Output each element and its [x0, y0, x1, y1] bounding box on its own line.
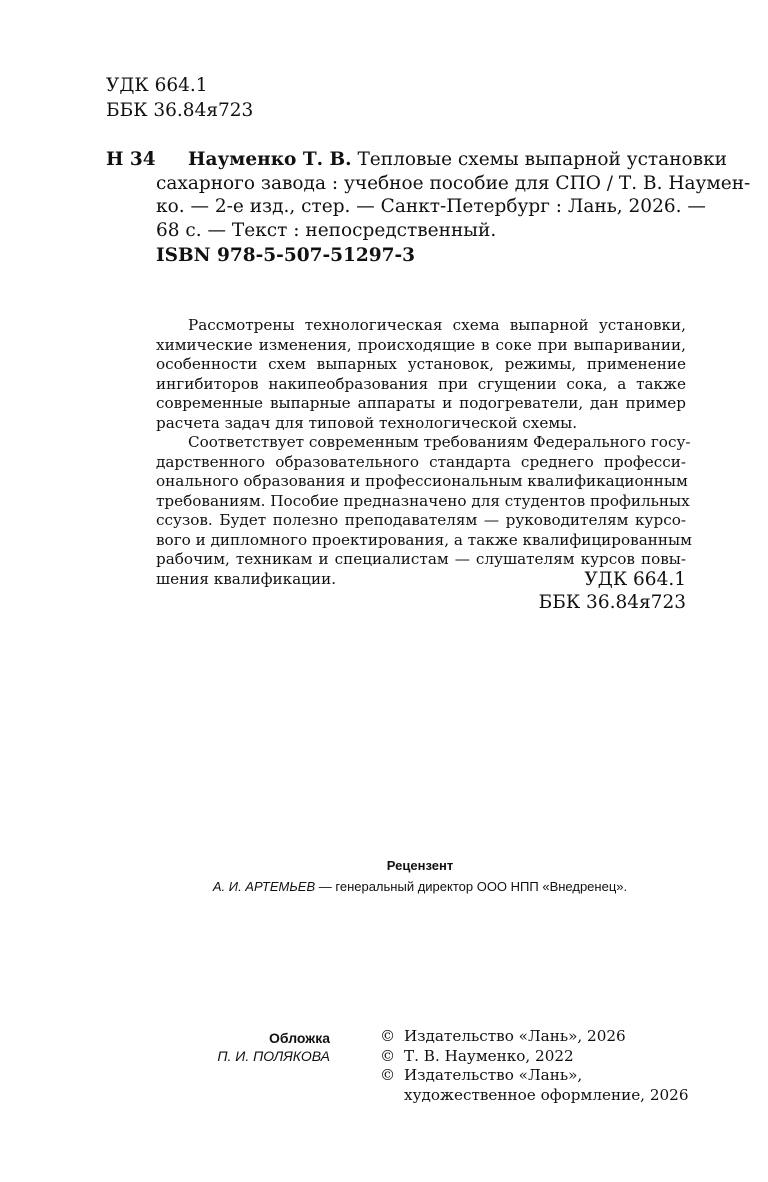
- reviewer-line: [0, 876, 768, 897]
- bbk-code: ББК 36.84я723: [538, 592, 686, 613]
- abstract-line: шения квалификации.: [156, 569, 337, 588]
- abstract-line: ингибиторов накипеобразования при сгущении сока, а также: [156, 374, 686, 393]
- copyright-text: Издательство «Лань»,: [404, 1066, 583, 1084]
- abstract-line: онального образования и профессиональным квалификационным: [156, 472, 688, 490]
- abstract-line: современные выпарные аппараты и подогреватели, дан пример: [156, 394, 686, 412]
- copyright-entry: [380, 1027, 689, 1047]
- copyright-text: Издательство «Лань», 2026: [404, 1027, 626, 1045]
- entry-line-2: сахарного завода : учебное пособие для СПО / Т. В. Наумен-: [156, 172, 751, 194]
- udk-code: УДК 664.1: [584, 569, 686, 590]
- copyright-entry: [380, 1047, 689, 1067]
- abstract-line: Рассмотрены технологическая схема выпарной установки,: [188, 316, 686, 334]
- udk-code: УДК 664.1: [106, 75, 208, 96]
- entry-line-1: [156, 148, 727, 172]
- reviewer-heading: Рецензент: [386, 858, 454, 873]
- reviewer-role: — генеральный директор ООО НПП «Внедренец».: [315, 879, 628, 894]
- cover-artist: П. И. ПОЛЯКОВА: [217, 1048, 330, 1064]
- bbk-code: ББК 36.84я723: [106, 100, 254, 121]
- classification-top: [106, 73, 253, 123]
- cover-credit: [217, 1029, 330, 1065]
- abstract-line: ссузов. Будет полезно преподавателям — руководителям курсо-: [156, 511, 686, 529]
- isbn: ISBN 978-5-507-51297-3: [156, 245, 416, 266]
- author-mark: Н 34: [106, 149, 156, 170]
- copyright-icon: ©: [380, 1027, 396, 1045]
- classification-bottom: [539, 568, 686, 614]
- abstract-line: дарственного образовательного стандарта среднего професси-: [156, 452, 686, 471]
- abstract-line: вого и дипломного проектирования, а также квалифицированным: [156, 530, 692, 549]
- copyright-block: [380, 1027, 689, 1105]
- copyright-text: Т. В. Науменко, 2022: [404, 1046, 574, 1065]
- abstract-line: требованиям. Пособие предназначено для студентов профильных: [156, 491, 690, 510]
- copyright-entry: [380, 1066, 689, 1105]
- abstract-line: особенности схем выпарных установок, режимы, применение: [156, 355, 686, 373]
- copyright-icon: ©: [380, 1046, 396, 1065]
- copyright-text: художественное оформление, 2026: [404, 1085, 689, 1104]
- copyright-icon: ©: [380, 1066, 396, 1084]
- reviewer-name: А. И. АРТЕМЬЕВ: [212, 879, 316, 894]
- cover-heading: Обложка: [269, 1030, 330, 1046]
- abstract-line: Соответствует современным требованиям Федерального госу-: [188, 433, 691, 451]
- abstract-line: рабочим, техникам и специалистам — слушателям курсов повы-: [156, 550, 686, 568]
- abstract-line: химические изменения, происходящие в соке при выпаривании,: [156, 335, 686, 354]
- reviewer-block: [0, 855, 768, 897]
- abstract-line: расчета задач для типовой технологической схемы.: [156, 413, 578, 432]
- author-name: Науменко Т. В.: [188, 149, 352, 170]
- book-title: Тепловые схемы выпарной установки: [357, 149, 727, 170]
- entry-line-4: 68 с. — Текст : непосредственный.: [156, 219, 497, 241]
- abstract: [156, 316, 692, 589]
- entry-line-3: ко. — 2-е изд., стер. — Санкт-Петербург : Лань, 2026. —: [156, 196, 706, 217]
